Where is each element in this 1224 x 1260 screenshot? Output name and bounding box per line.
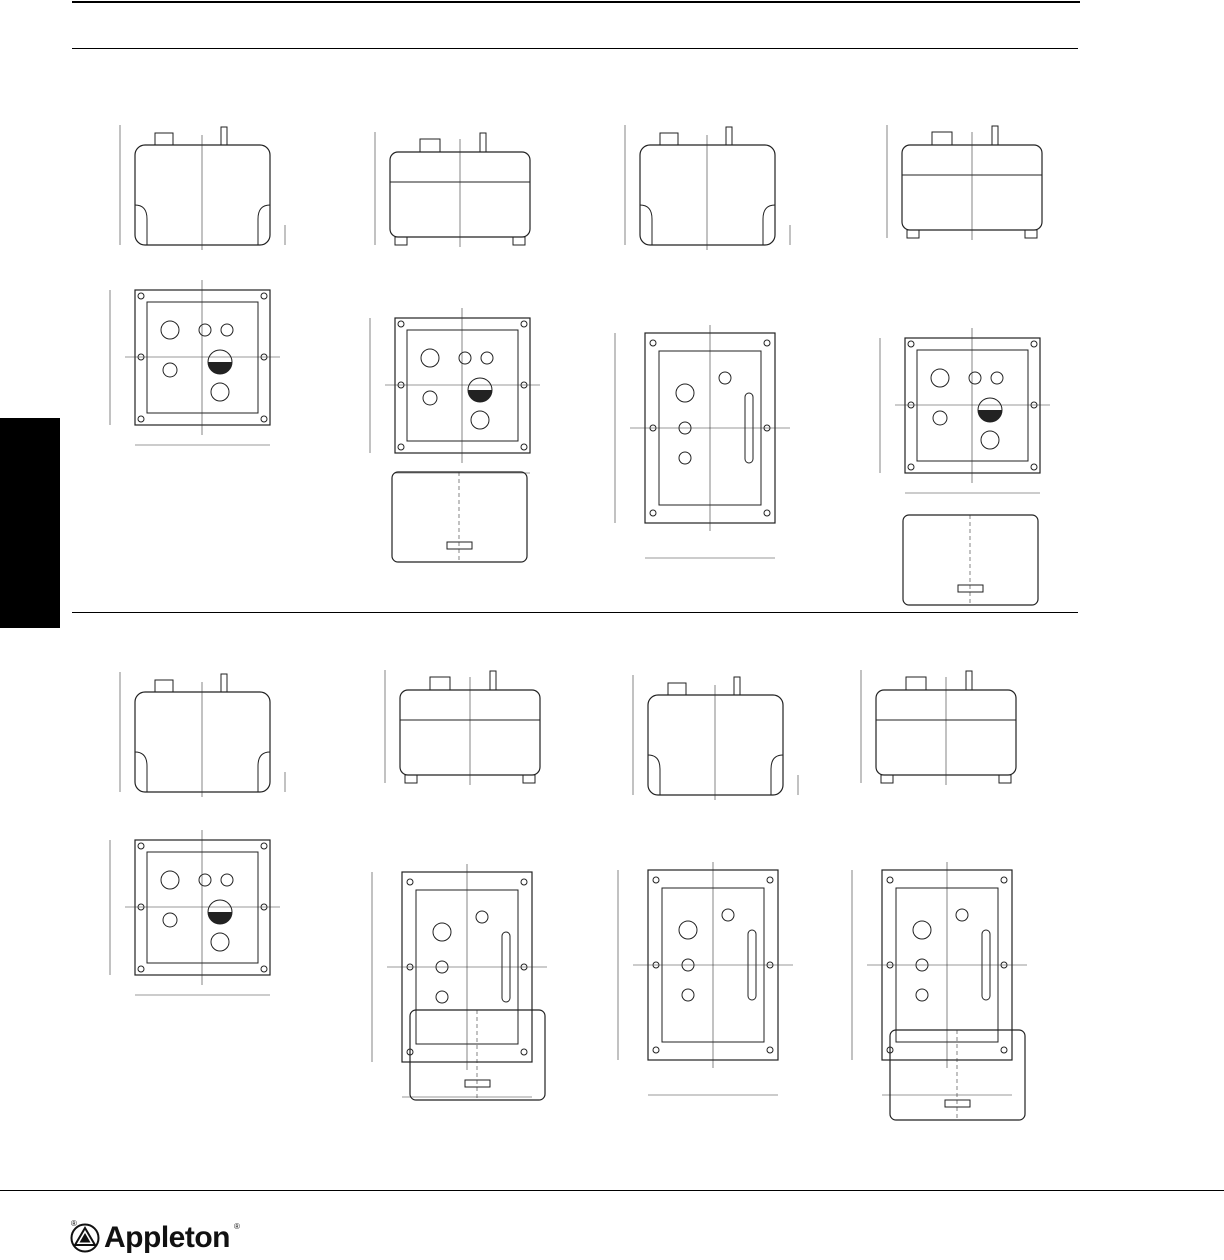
footer-rule <box>0 1190 1224 1191</box>
registered-mark: ® <box>233 1221 240 1231</box>
brand-name: Appleton <box>104 1221 230 1254</box>
registered-mark-left: ® <box>71 1219 77 1228</box>
appleton-logo <box>70 1218 240 1258</box>
